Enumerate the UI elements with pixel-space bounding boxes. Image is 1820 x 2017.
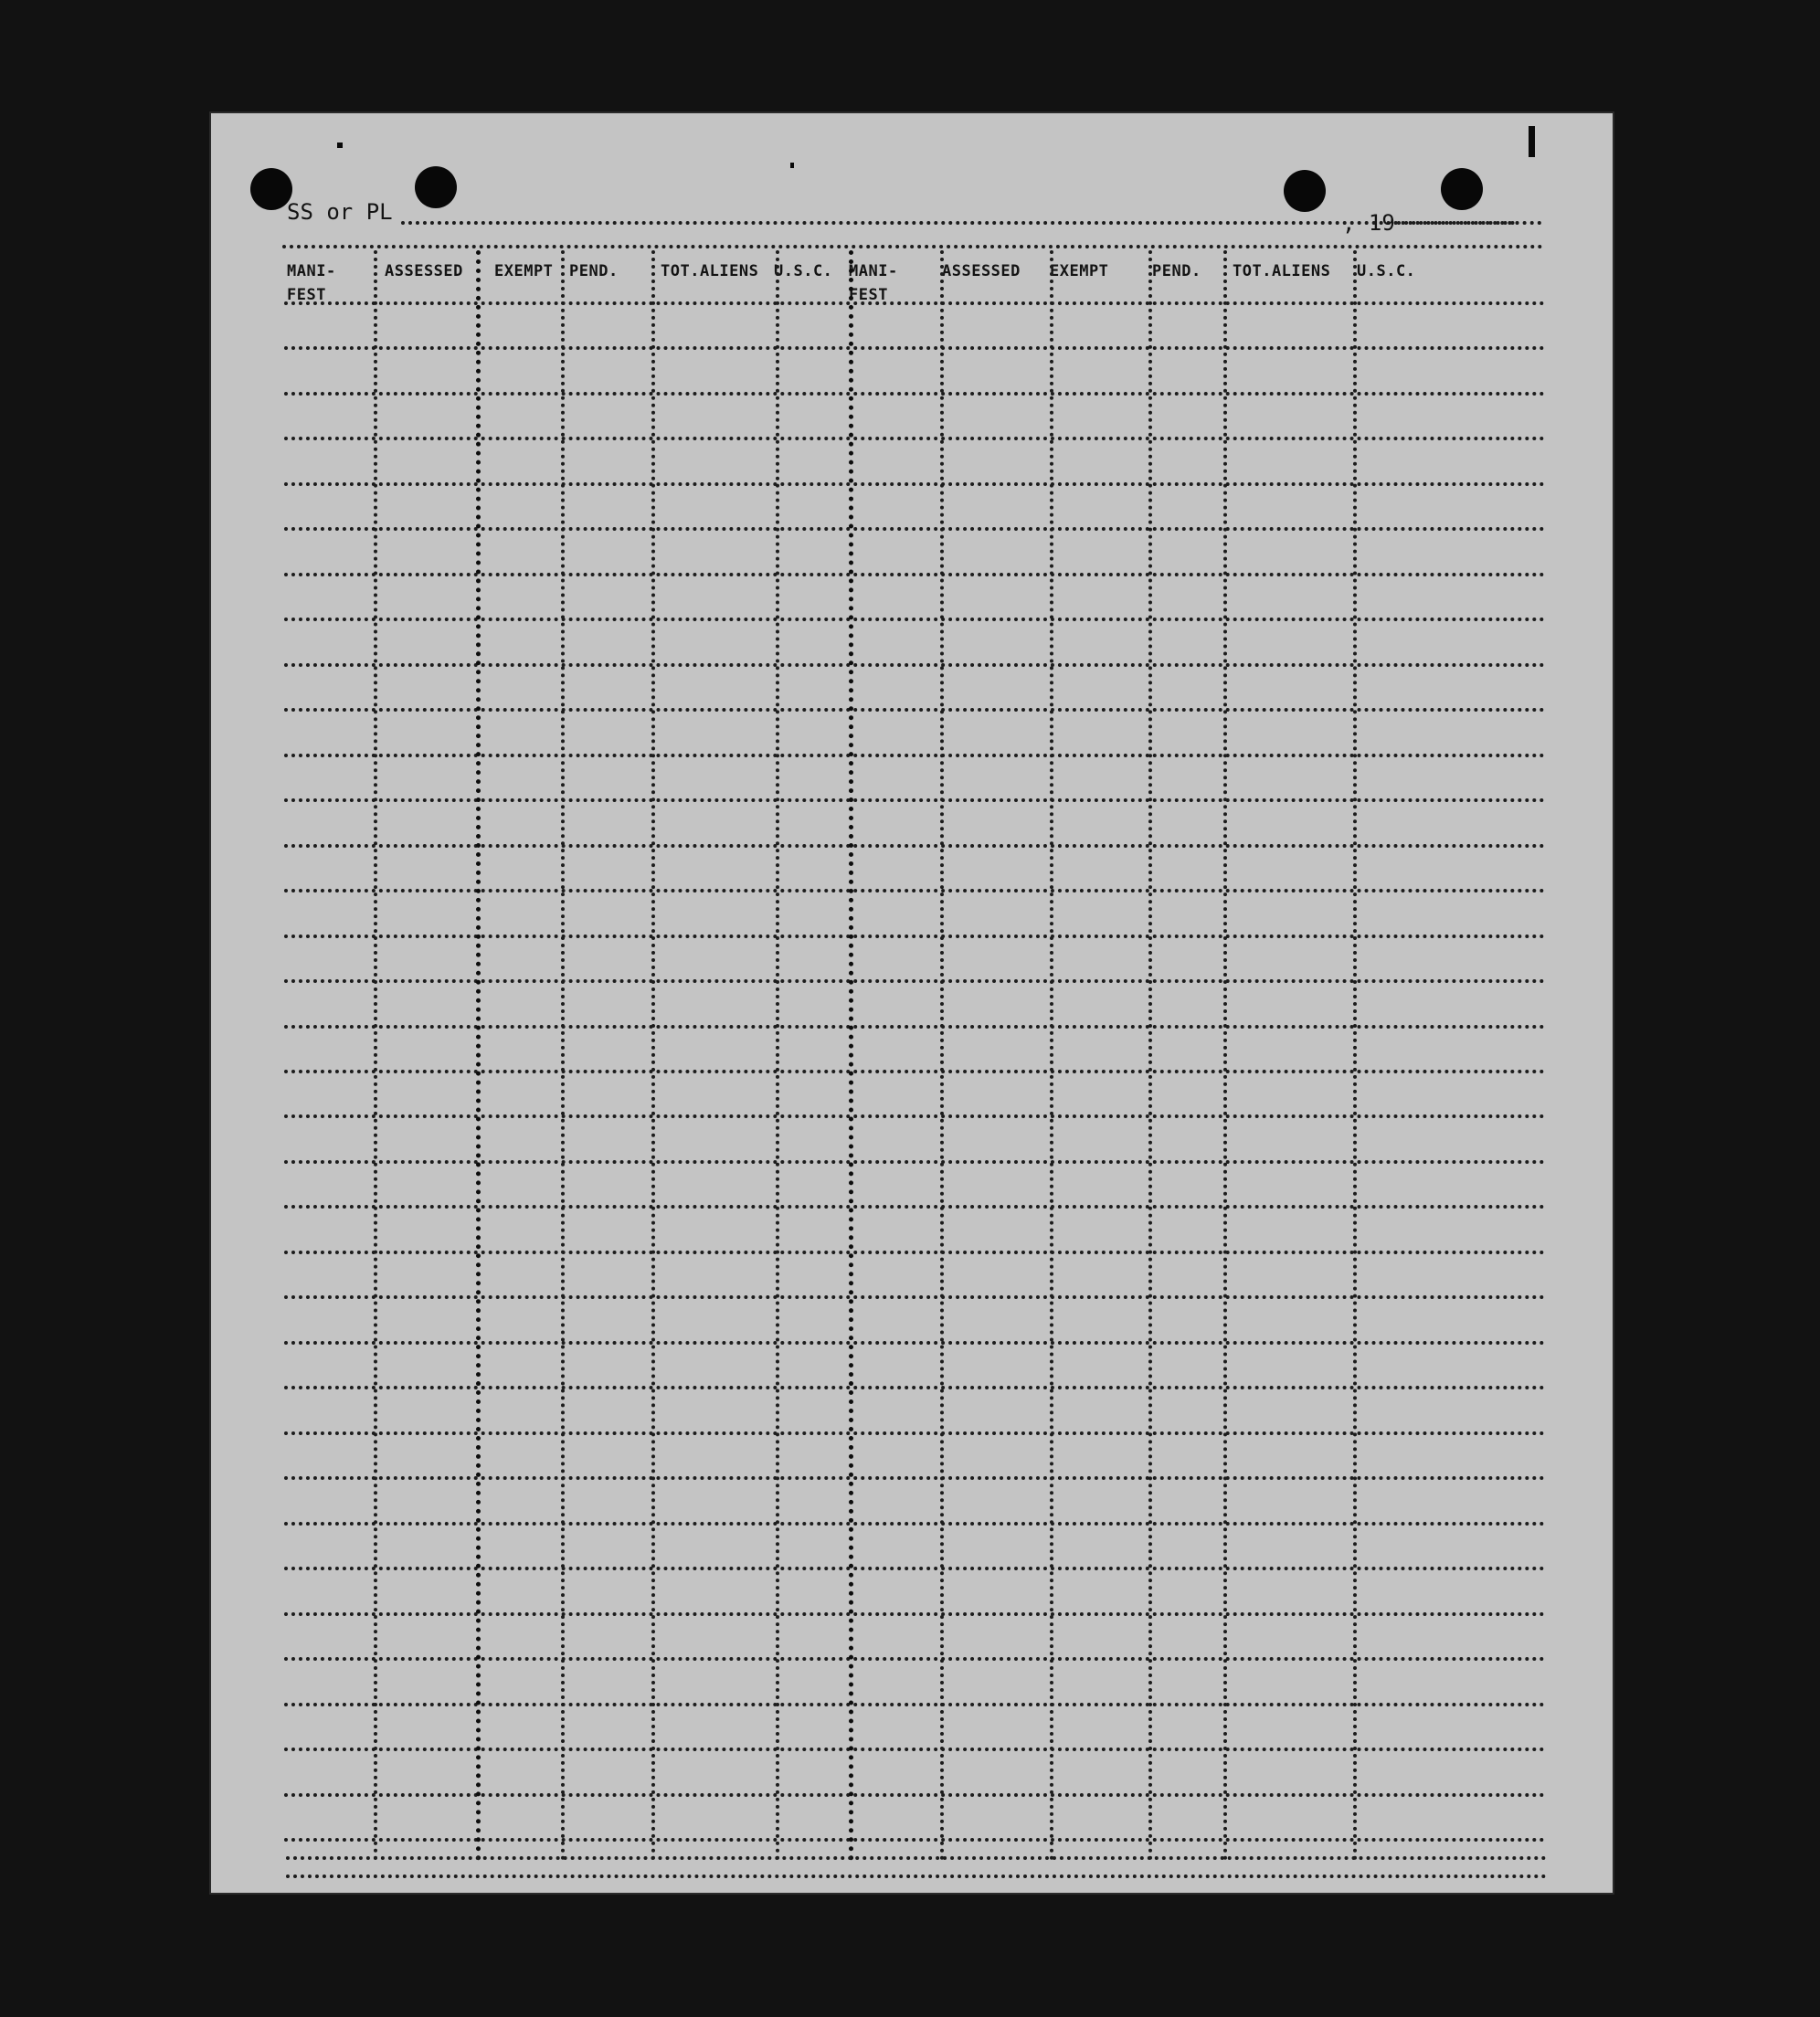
ink-mark (1529, 126, 1535, 157)
ink-mark (337, 143, 343, 148)
column-line (1148, 250, 1152, 1862)
header-top-line (282, 245, 1543, 248)
column-header-right-2: EXEMPT (1050, 262, 1109, 280)
column-header-left-2: EXEMPT (494, 262, 554, 280)
column-header-right-5: U.S.C. (1357, 262, 1416, 280)
year-label: , 19 (1342, 210, 1395, 236)
bottom-rule (286, 1856, 1547, 1860)
column-header-left-4: TOT.ALIENS (661, 262, 759, 280)
punch-hole (415, 166, 457, 208)
column-header-right-0: MANI- FEST (849, 262, 898, 304)
column-header-right-1: ASSESSED (942, 262, 1021, 280)
column-header-left-3: PEND. (569, 262, 619, 280)
year-line (1397, 221, 1541, 225)
column-header-left-5: U.S.C. (774, 262, 833, 280)
column-line (940, 250, 944, 1862)
vessel-label: SS or PL (287, 199, 393, 225)
column-line (1223, 250, 1227, 1862)
bottom-rule (286, 1874, 1547, 1878)
column-line (476, 250, 481, 1862)
punch-hole (1284, 170, 1326, 212)
column-line (1050, 250, 1053, 1862)
column-line (849, 250, 853, 1862)
column-line (374, 250, 377, 1862)
form-sheet (209, 111, 1614, 1895)
column-line (1353, 250, 1357, 1862)
column-header-left-1: ASSESSED (385, 262, 463, 280)
column-header-right-4: TOT.ALIENS (1233, 262, 1331, 280)
punch-hole (1441, 168, 1483, 210)
column-header-right-3: PEND. (1152, 262, 1201, 280)
column-header-left-0: MANI- FEST (287, 262, 336, 304)
column-line (776, 250, 779, 1862)
column-line (651, 250, 655, 1862)
column-line (561, 250, 565, 1862)
ink-mark (790, 163, 794, 168)
